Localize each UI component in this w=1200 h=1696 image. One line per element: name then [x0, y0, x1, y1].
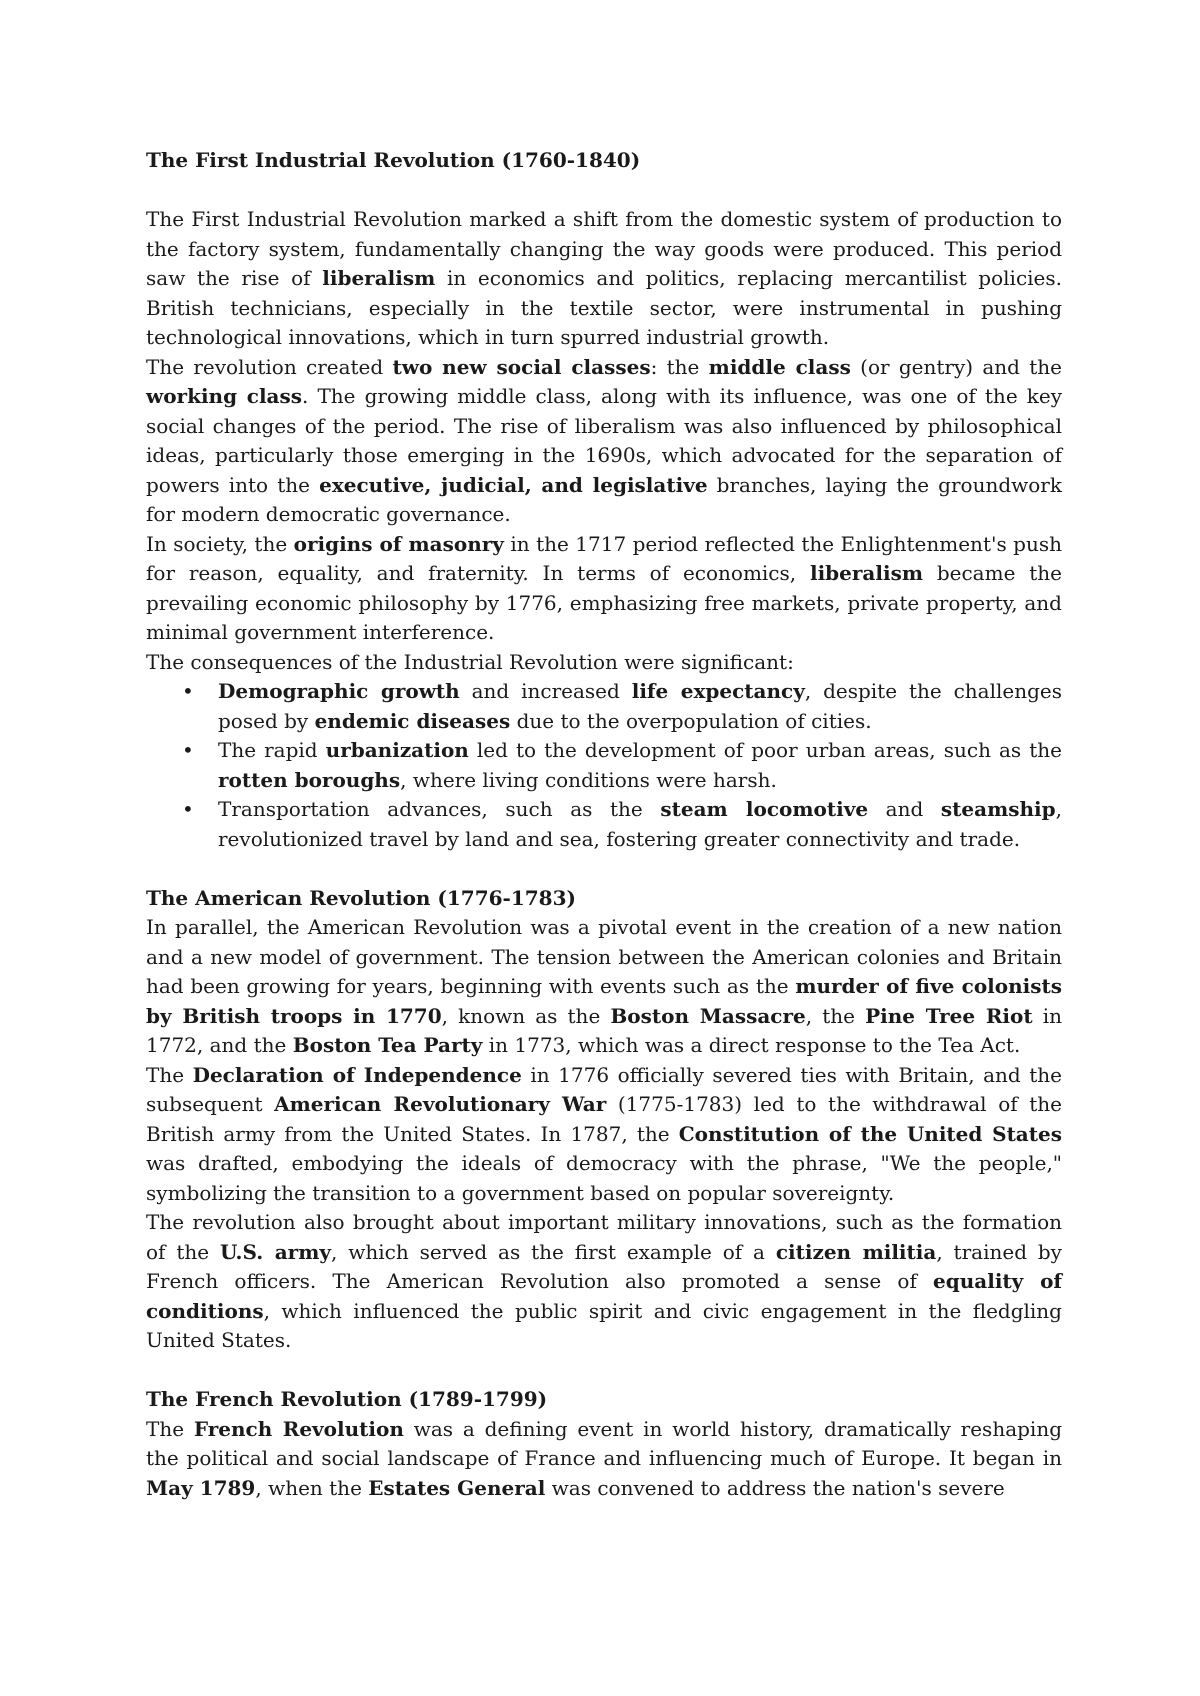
paragraph: In parallel, the American Revolution was a pivotal event in the creation of a new nation and a new model of government. The tension between the American colonies and Britain had been growing for years, beginning with events such as the murder of five colonists by British troops in 1770, known as the Boston Massacre, the Pine Tree Riot in 1772, and the Boston Tea Party in 1773, which was a direct response to the Tea Act.: [146, 915, 1063, 1057]
paragraph: The revolution created two new social classes: the middle class (or gentry) and the working class. The growing middle class, along with its influence, was one of the key social changes of the period. The rise of liberalism was also influenced by philosophical ideas, particularly those emerging in the 1690s, which advocated for the separation of powers into the executive, judicial, and legislative branches, laying the groundwork for modern democratic governance.: [146, 354, 1062, 526]
paragraph: In society, the origins of masonry in the 1717 period reflected the Enlightenment's push for reason, equality, and fraternity. In terms of economics, liberalism became the prevailing economic philosophy by 1776, emphasizing free markets, private property, and minimal government interference.: [146, 531, 1063, 644]
paragraph: The French Revolution was a defining event in world history, dramatically reshaping the political and social landscape of France and influencing much of Europe. It began in May 1789, when the Estates General was convened to address the nation's severe: [146, 1416, 1063, 1500]
section-heading-american: The American Revolution (1776-1783): [146, 885, 576, 910]
section-heading-industrial: The First Industrial Revolution (1760-1840): [146, 148, 641, 172]
paragraph: The Declaration of Independence in 1776 officially severed ties with Britain, and the subsequent American Revolutionary War (1775-1783) led to the withdrawal of the British army from the United States. In 1787, the Constitution of the United States was drafted, embodying the ideals of democracy with the phrase, "We the people," symbolizing the transition to a government based on popular sovereignty.: [146, 1062, 1063, 1205]
spacer: [146, 176, 1062, 206]
list-item: • The rapid urbanization led to the development of poor urban areas, such as the rotten boroughs, where living conditions were harsh.: [218, 736, 1062, 795]
document-page: [146, 146, 1062, 1503]
spacer: [146, 854, 1062, 884]
list-item: • Demographic growth and increased life expectancy, despite the challenges posed by endemic diseases due to the overpopulation of cities.: [218, 677, 1062, 736]
consequences-list: [146, 677, 1062, 854]
section-heading-french: The French Revolution (1789-1799): [146, 1387, 548, 1411]
paragraph: The consequences of the Industrial Revolution were significant:: [146, 649, 794, 674]
spacer: [146, 1356, 1062, 1386]
paragraph: The revolution also brought about important military innovations, such as the formation of the U.S. army, which served as the first example of a citizen militia, trained by French officers. The American Revolution also promoted a sense of equality of conditions, which influenced the public spirit and civic engagement in the fledgling United States.: [146, 1210, 1063, 1352]
list-item: • Transportation advances, such as the steam locomotive and steamship, revolutionized travel by land and sea, fostering greater connectivity and trade.: [218, 795, 1062, 854]
paragraph: The First Industrial Revolution marked a shift from the domestic system of production to the factory system, fundamentally changing the way goods were produced. This period saw the rise of liberalism in economics and politics, replacing mercantilist policies. British technicians, especially in the textile sector, were instrumental in pushing technological innovations, which in turn spurred industrial growth.: [146, 207, 1062, 349]
